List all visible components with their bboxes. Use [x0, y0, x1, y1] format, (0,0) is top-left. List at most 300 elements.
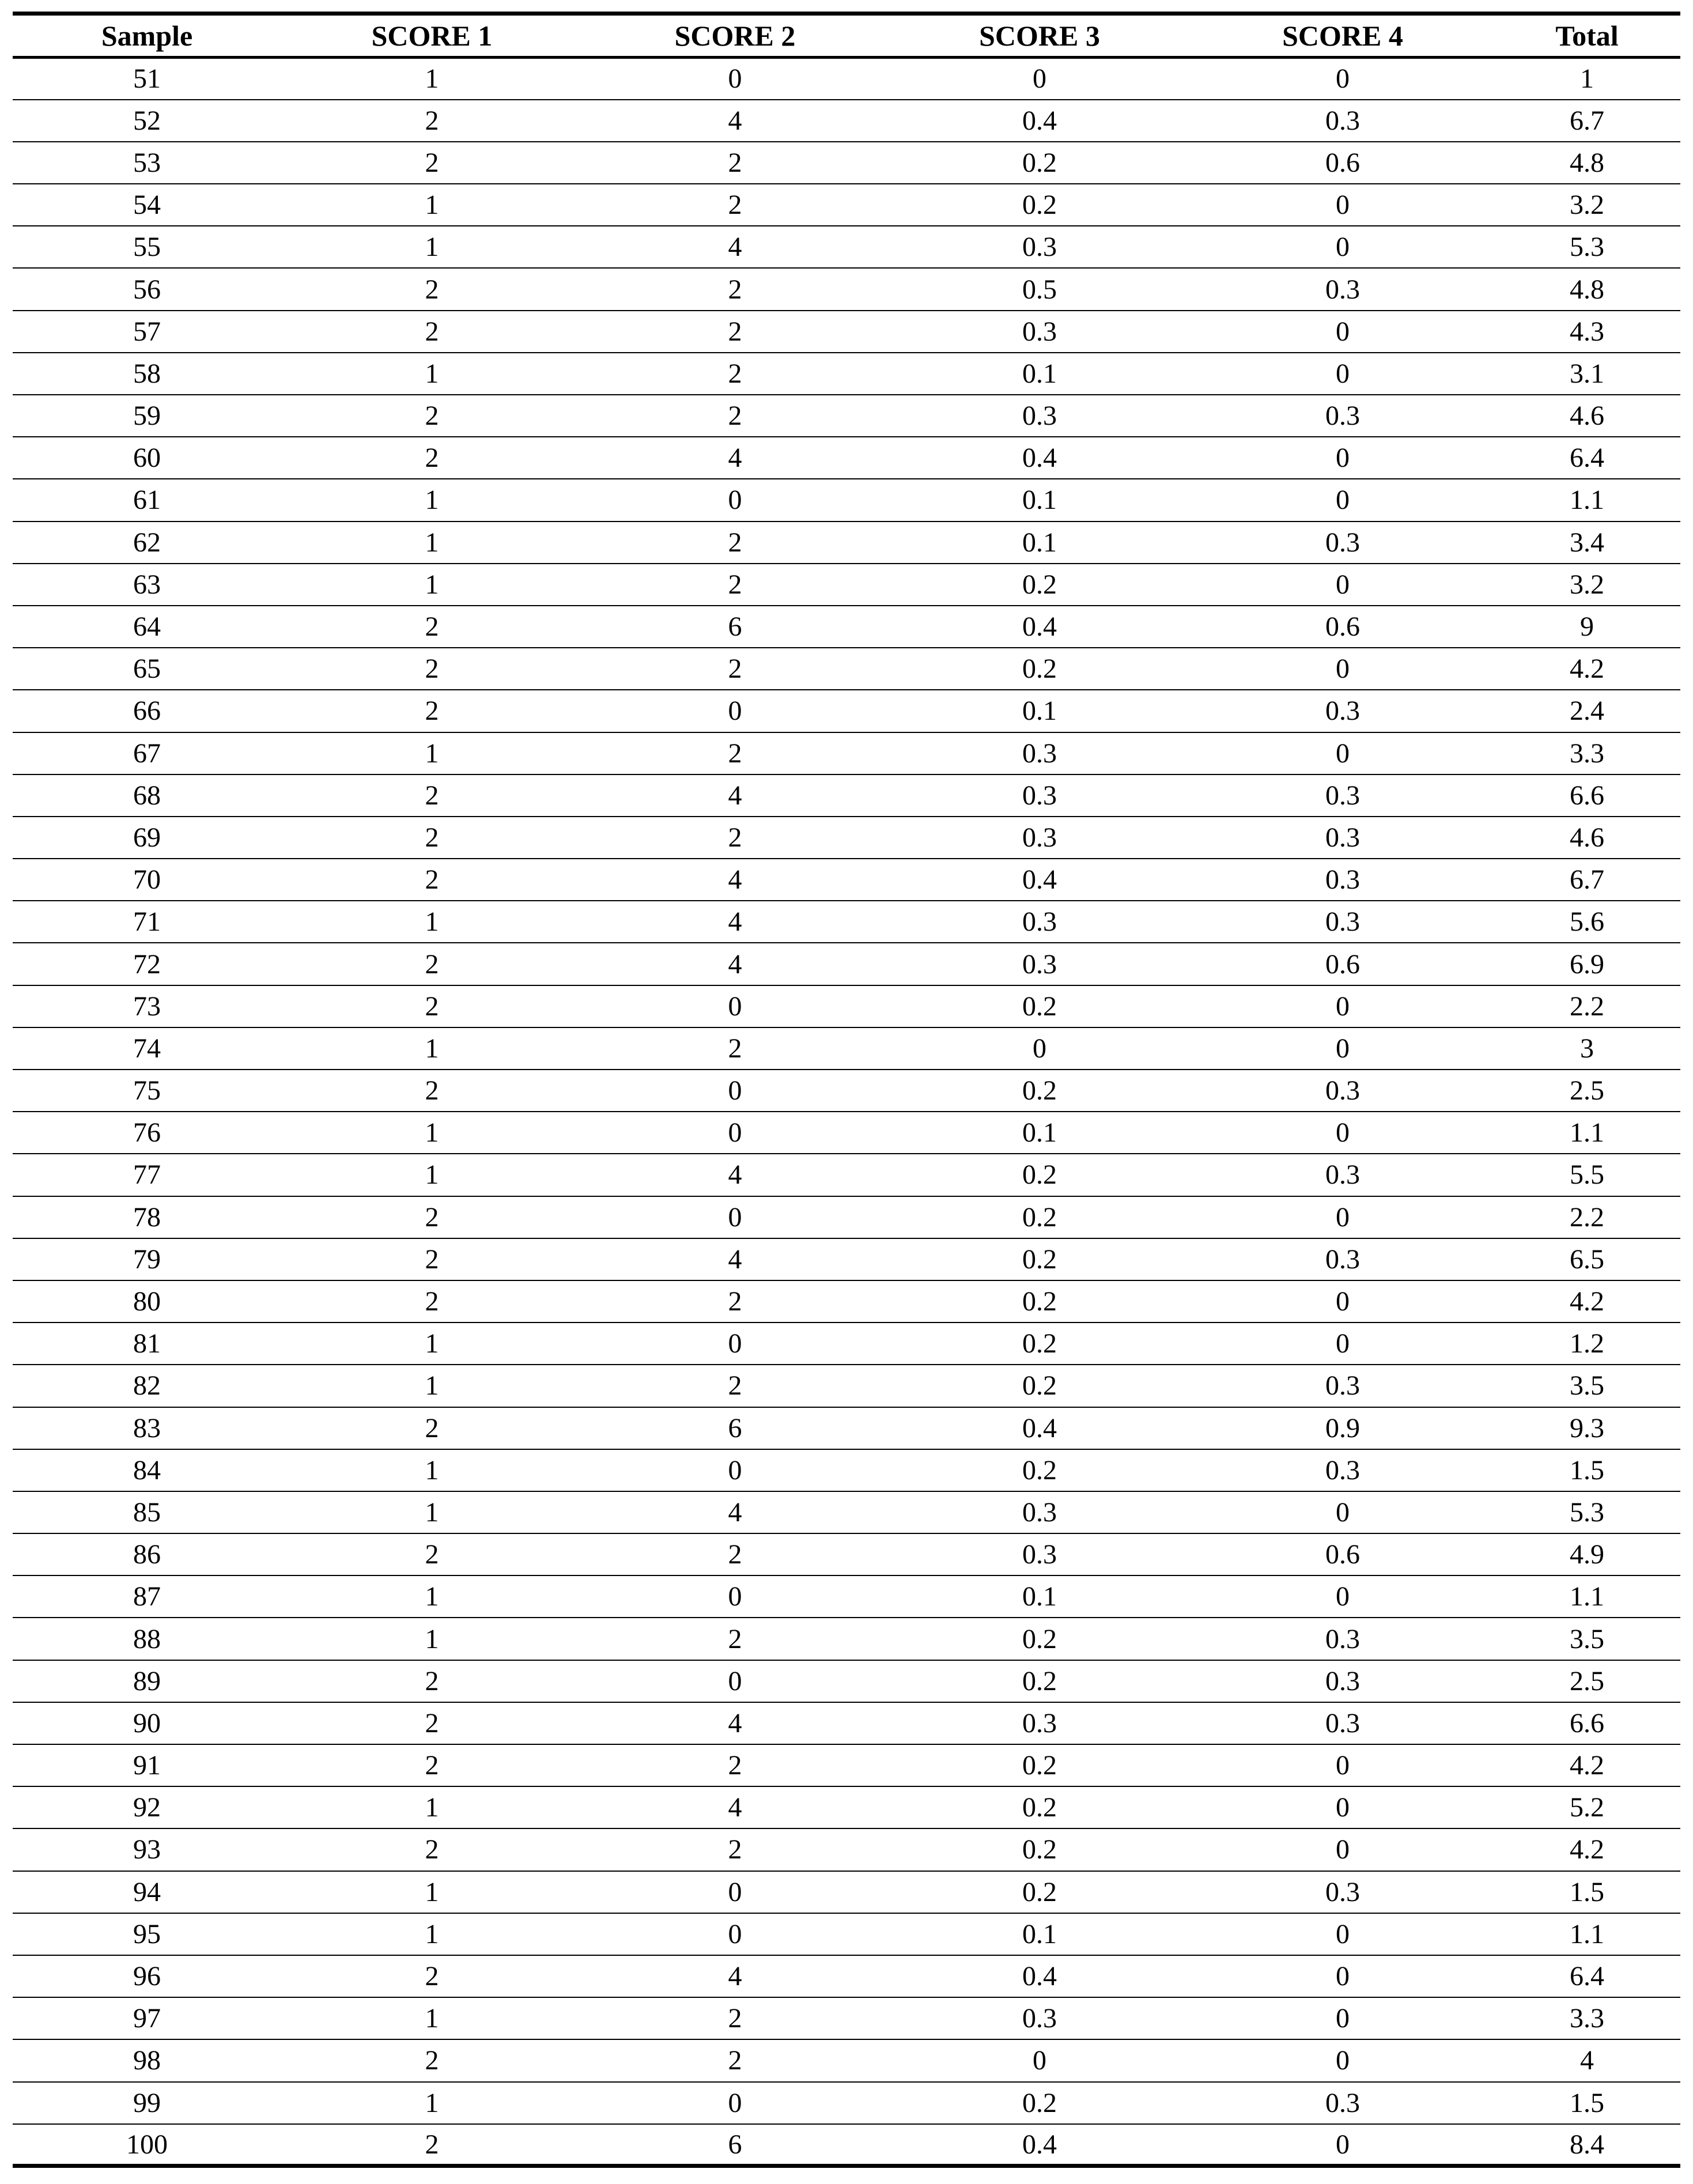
cell-total: 6.9: [1570, 949, 1604, 980]
cell-sample: 81: [133, 1328, 161, 1359]
cell-score-4: 0: [1336, 1792, 1350, 1823]
cell-total: 5.3: [1570, 1497, 1604, 1528]
cell-score-3: 0.2: [1022, 1244, 1057, 1275]
cell-score-4: 0: [1336, 2129, 1350, 2160]
cell-score-1: 1: [425, 2087, 439, 2118]
cell-score-1: 2: [425, 696, 439, 727]
cell-score-1: 2: [425, 1665, 439, 1696]
cell-score-3: 0.2: [1022, 1454, 1057, 1486]
cell-score-1: 1: [425, 232, 439, 263]
cell-score-3: 0.2: [1022, 1876, 1057, 1907]
cell-total: 4.2: [1570, 653, 1604, 685]
cell-score-2: 0: [728, 63, 742, 95]
cell-sample: 90: [133, 1707, 161, 1739]
cell-score-4: 0: [1336, 653, 1350, 685]
cell-score-1: 1: [425, 1792, 439, 1823]
cell-score-4: 0: [1336, 1581, 1350, 1612]
cell-score-2: 0: [728, 485, 742, 516]
cell-score-4: 0: [1336, 1918, 1350, 1949]
cell-score-1: 2: [425, 1707, 439, 1739]
cell-sample: 62: [133, 527, 161, 558]
table-row: [13, 1027, 1680, 1070]
cell-score-2: 0: [728, 1117, 742, 1148]
cell-total: 2.2: [1570, 991, 1604, 1022]
table-row: [13, 1196, 1680, 1238]
cell-sample: 97: [133, 2003, 161, 2034]
cell-total: 6.6: [1570, 1707, 1604, 1739]
cell-score-1: 2: [425, 316, 439, 347]
cell-score-4: 0: [1336, 485, 1350, 516]
cell-total: 2.2: [1570, 1201, 1604, 1233]
cell-score-4: 0: [1336, 1033, 1350, 1064]
cell-score-1: 1: [425, 358, 439, 389]
table-row: [13, 58, 1680, 100]
cell-score-3: 0.2: [1022, 1665, 1057, 1696]
cell-score-1: 2: [425, 1075, 439, 1106]
cell-score-2: 4: [728, 105, 742, 136]
cell-score-1: 2: [425, 443, 439, 474]
cell-sample: 58: [133, 358, 161, 389]
header-score-3: SCORE 3: [979, 20, 1100, 52]
table-row: [13, 184, 1680, 226]
cell-sample: 52: [133, 105, 161, 136]
cell-sample: 73: [133, 991, 161, 1022]
cell-score-1: 2: [425, 949, 439, 980]
cell-score-1: 2: [425, 400, 439, 432]
cell-total: 4.9: [1570, 1539, 1604, 1570]
cell-sample: 82: [133, 1370, 161, 1401]
cell-total: 1.5: [1570, 1876, 1604, 1907]
cell-total: 2.5: [1570, 1665, 1604, 1696]
table-row: [13, 1449, 1680, 1491]
cell-sample: 99: [133, 2087, 161, 2118]
cell-total: 4.2: [1570, 1834, 1604, 1865]
cell-score-4: 0: [1336, 358, 1350, 389]
cell-score-2: 4: [728, 906, 742, 938]
cell-sample: 84: [133, 1454, 161, 1486]
cell-sample: 93: [133, 1834, 161, 1865]
cell-total: 1.5: [1570, 2087, 1604, 2118]
cell-sample: 88: [133, 1623, 161, 1654]
cell-score-2: 0: [728, 1876, 742, 1907]
table-row: [13, 606, 1680, 648]
table-row: [13, 268, 1680, 310]
table-row: [13, 1786, 1680, 1828]
cell-score-2: 2: [728, 358, 742, 389]
cell-score-4: 0: [1336, 1117, 1350, 1148]
cell-score-3: 0.3: [1022, 1539, 1057, 1570]
cell-score-2: 2: [728, 569, 742, 600]
cell-sample: 69: [133, 822, 161, 853]
table-row: [13, 1112, 1680, 1154]
cell-total: 5.3: [1570, 232, 1604, 263]
cell-score-1: 1: [425, 63, 439, 95]
cell-score-1: 1: [425, 1876, 439, 1907]
cell-score-2: 0: [728, 1665, 742, 1696]
cell-sample: 89: [133, 1665, 161, 1696]
cell-total: 3.1: [1570, 358, 1604, 389]
cell-total: 4.6: [1570, 822, 1604, 853]
cell-sample: 78: [133, 1201, 161, 1233]
cell-score-3: 0.1: [1022, 527, 1057, 558]
table-row: [13, 395, 1680, 437]
cell-total: 2.5: [1570, 1075, 1604, 1106]
table-row: [13, 1238, 1680, 1280]
cell-score-2: 4: [728, 1497, 742, 1528]
cell-score-1: 2: [425, 611, 439, 643]
cell-score-4: 0.3: [1325, 1075, 1360, 1106]
cell-score-4: 0: [1336, 1328, 1350, 1359]
table-row: [13, 142, 1680, 184]
cell-score-3: 0.1: [1022, 1117, 1057, 1148]
cell-total: 1.1: [1570, 1581, 1604, 1612]
cell-total: 1.1: [1570, 1117, 1604, 1148]
table-row: [13, 1744, 1680, 1786]
cell-total: 1.1: [1570, 485, 1604, 516]
cell-total: 4.3: [1570, 316, 1604, 347]
cell-score-2: 2: [728, 527, 742, 558]
cell-score-4: 0: [1336, 443, 1350, 474]
cell-score-4: 0.3: [1325, 1665, 1360, 1696]
cell-total: 4.8: [1570, 274, 1604, 305]
cell-sample: 68: [133, 780, 161, 811]
cell-sample: 77: [133, 1159, 161, 1191]
cell-score-3: 0.4: [1022, 105, 1057, 136]
cell-score-3: 0.3: [1022, 1497, 1057, 1528]
cell-sample: 100: [126, 2129, 168, 2160]
cell-score-2: 0: [728, 1075, 742, 1106]
cell-total: 3.2: [1570, 569, 1604, 600]
cell-total: 3.4: [1570, 527, 1604, 558]
cell-score-4: 0.6: [1325, 1539, 1360, 1570]
cell-score-3: 0.2: [1022, 1623, 1057, 1654]
cell-score-3: 0.2: [1022, 190, 1057, 221]
cell-score-1: 2: [425, 1539, 439, 1570]
cell-score-1: 1: [425, 527, 439, 558]
cell-score-1: 2: [425, 1750, 439, 1781]
cell-score-3: 0.2: [1022, 1286, 1057, 1317]
table-row: [13, 2039, 1680, 2081]
cell-sample: 80: [133, 1286, 161, 1317]
cell-total: 1.2: [1570, 1328, 1604, 1359]
header-score-2: SCORE 2: [674, 20, 796, 52]
cell-sample: 92: [133, 1792, 161, 1823]
cell-score-1: 2: [425, 780, 439, 811]
cell-score-2: 2: [728, 1033, 742, 1064]
cell-score-2: 0: [728, 1454, 742, 1486]
cell-score-2: 0: [728, 1581, 742, 1612]
cell-score-3: 0.2: [1022, 1834, 1057, 1865]
cell-score-2: 0: [728, 2087, 742, 2118]
cell-score-1: 2: [425, 1244, 439, 1275]
table-row: [13, 100, 1680, 142]
table-row: [13, 353, 1680, 395]
cell-sample: 56: [133, 274, 161, 305]
cell-score-1: 1: [425, 1623, 439, 1654]
cell-sample: 53: [133, 147, 161, 178]
table-header: [13, 14, 1680, 58]
table-row: [13, 1913, 1680, 1955]
cell-score-1: 1: [425, 1117, 439, 1148]
cell-score-3: 0.4: [1022, 1412, 1057, 1444]
cell-score-1: 2: [425, 1412, 439, 1444]
cell-total: 2.4: [1570, 696, 1604, 727]
cell-score-1: 1: [425, 569, 439, 600]
cell-sample: 72: [133, 949, 161, 980]
header-score-1: SCORE 1: [371, 20, 493, 52]
cell-score-1: 1: [425, 1033, 439, 1064]
table-row: [13, 1070, 1680, 1112]
cell-sample: 67: [133, 738, 161, 769]
cell-score-4: 0: [1336, 232, 1350, 263]
cell-score-4: 0: [1336, 1201, 1350, 1233]
cell-score-3: 0.2: [1022, 147, 1057, 178]
cell-score-3: 0.3: [1022, 949, 1057, 980]
cell-sample: 71: [133, 906, 161, 938]
cell-score-3: 0.2: [1022, 569, 1057, 600]
cell-score-2: 4: [728, 780, 742, 811]
cell-score-2: 2: [728, 653, 742, 685]
cell-score-2: 2: [728, 274, 742, 305]
cell-total: 1.1: [1570, 1918, 1604, 1949]
cell-score-2: 2: [728, 1286, 742, 1317]
cell-score-3: 0.2: [1022, 1370, 1057, 1401]
cell-total: 1.5: [1570, 1454, 1604, 1486]
cell-score-3: 0.2: [1022, 1201, 1057, 1233]
table-row: [13, 1575, 1680, 1618]
cell-total: 5.2: [1570, 1792, 1604, 1823]
cell-score-1: 1: [425, 1918, 439, 1949]
cell-score-4: 0: [1336, 569, 1350, 600]
cell-score-3: 0.2: [1022, 653, 1057, 685]
cell-score-2: 2: [728, 1623, 742, 1654]
cell-score-2: 6: [728, 1412, 742, 1444]
cell-score-2: 0: [728, 1918, 742, 1949]
cell-total: 3.3: [1570, 2003, 1604, 2034]
cell-score-1: 2: [425, 991, 439, 1022]
cell-sample: 60: [133, 443, 161, 474]
table-row: [13, 943, 1680, 985]
cell-score-4: 0.3: [1325, 105, 1360, 136]
cell-score-3: 0.3: [1022, 316, 1057, 347]
cell-score-3: 0.1: [1022, 1918, 1057, 1949]
cell-score-4: 0.9: [1325, 1412, 1360, 1444]
cell-total: 6.4: [1570, 443, 1604, 474]
cell-sample: 85: [133, 1497, 161, 1528]
cell-score-3: 0.3: [1022, 2003, 1057, 2034]
cell-score-3: 0.3: [1022, 906, 1057, 938]
cell-score-4: 0: [1336, 1497, 1350, 1528]
cell-score-3: 0.4: [1022, 611, 1057, 643]
cell-sample: 83: [133, 1412, 161, 1444]
cell-score-2: 2: [728, 190, 742, 221]
cell-score-4: 0: [1336, 2045, 1350, 2076]
cell-total: 9: [1580, 611, 1594, 643]
cell-score-2: 4: [728, 1159, 742, 1191]
cell-score-2: 2: [728, 2045, 742, 2076]
cell-score-3: 0.3: [1022, 822, 1057, 853]
table-row: [13, 2082, 1680, 2124]
cell-score-2: 0: [728, 991, 742, 1022]
cell-score-3: 0.2: [1022, 1328, 1057, 1359]
table-row: [13, 817, 1680, 859]
cell-total: 4.8: [1570, 147, 1604, 178]
cell-score-4: 0: [1336, 991, 1350, 1022]
cell-score-4: 0.3: [1325, 1876, 1360, 1907]
table-row: [13, 1955, 1680, 1997]
table-row: [13, 1280, 1680, 1323]
cell-score-2: 0: [728, 1201, 742, 1233]
cell-score-3: 0: [1033, 2045, 1046, 2076]
cell-score-2: 6: [728, 611, 742, 643]
cell-total: 6.7: [1570, 864, 1604, 895]
cell-score-4: 0.3: [1325, 2087, 1360, 2118]
cell-score-3: 0.4: [1022, 443, 1057, 474]
table-body: [13, 58, 1680, 2166]
cell-score-1: 1: [425, 1581, 439, 1612]
cell-score-4: 0: [1336, 1750, 1350, 1781]
cell-score-2: 0: [728, 696, 742, 727]
header-sample: Sample: [101, 20, 193, 52]
table-row: [13, 522, 1680, 564]
cell-score-1: 1: [425, 1370, 439, 1401]
cell-score-3: 0.2: [1022, 1792, 1057, 1823]
cell-sample: 94: [133, 1876, 161, 1907]
cell-score-1: 1: [425, 1497, 439, 1528]
cell-score-2: 4: [728, 443, 742, 474]
header-total: Total: [1555, 20, 1619, 52]
cell-score-4: 0.3: [1325, 1370, 1360, 1401]
cell-score-4: 0.3: [1325, 527, 1360, 558]
cell-score-3: 0.4: [1022, 2129, 1057, 2160]
table-row: [13, 859, 1680, 901]
cell-score-3: 0.2: [1022, 2087, 1057, 2118]
cell-score-3: 0.3: [1022, 780, 1057, 811]
cell-sample: 91: [133, 1750, 161, 1781]
table-row: [13, 1660, 1680, 1702]
cell-score-2: 2: [728, 2003, 742, 2034]
cell-score-1: 1: [425, 906, 439, 938]
cell-sample: 95: [133, 1918, 161, 1949]
table-row: [13, 732, 1680, 774]
cell-score-1: 1: [425, 1328, 439, 1359]
table-row: [13, 1323, 1680, 1365]
cell-score-1: 1: [425, 738, 439, 769]
cell-sample: 57: [133, 316, 161, 347]
cell-score-2: 4: [728, 949, 742, 980]
cell-score-3: 0.1: [1022, 696, 1057, 727]
cell-score-3: 0: [1033, 1033, 1046, 1064]
cell-total: 3.5: [1570, 1623, 1604, 1654]
table-row: [13, 1365, 1680, 1407]
table-row: [13, 985, 1680, 1027]
cell-score-4: 0: [1336, 190, 1350, 221]
cell-score-4: 0.3: [1325, 1623, 1360, 1654]
table-row: [13, 437, 1680, 479]
cell-sample: 63: [133, 569, 161, 600]
cell-score-1: 1: [425, 485, 439, 516]
cell-score-3: 0.5: [1022, 274, 1057, 305]
cell-score-2: 2: [728, 316, 742, 347]
cell-score-3: 0.3: [1022, 738, 1057, 769]
cell-score-2: 2: [728, 147, 742, 178]
cell-score-1: 2: [425, 1286, 439, 1317]
cell-sample: 96: [133, 1961, 161, 1992]
cell-score-1: 1: [425, 190, 439, 221]
header-score-4: SCORE 4: [1282, 20, 1403, 52]
cell-score-3: 0.2: [1022, 1750, 1057, 1781]
cell-score-3: 0.2: [1022, 1075, 1057, 1106]
cell-sample: 61: [133, 485, 161, 516]
cell-total: 6.4: [1570, 1961, 1604, 1992]
cell-score-1: 2: [425, 864, 439, 895]
cell-total: 4.6: [1570, 400, 1604, 432]
cell-score-4: 0.3: [1325, 906, 1360, 938]
cell-sample: 75: [133, 1075, 161, 1106]
table-row: [13, 1871, 1680, 1913]
table-row: [13, 1828, 1680, 1871]
cell-score-2: 6: [728, 2129, 742, 2160]
table-row: [13, 1154, 1680, 1196]
cell-score-4: 0.3: [1325, 1159, 1360, 1191]
cell-score-2: 4: [728, 1961, 742, 1992]
cell-score-4: 0: [1336, 316, 1350, 347]
cell-score-4: 0: [1336, 2003, 1350, 2034]
cell-sample: 55: [133, 232, 161, 263]
cell-score-3: 0.1: [1022, 1581, 1057, 1612]
cell-total: 4: [1580, 2045, 1594, 2076]
cell-score-2: 4: [728, 1707, 742, 1739]
cell-score-2: 4: [728, 1244, 742, 1275]
cell-score-4: 0.3: [1325, 1244, 1360, 1275]
cell-score-4: 0: [1336, 738, 1350, 769]
cell-score-2: 2: [728, 1750, 742, 1781]
cell-score-1: 2: [425, 1961, 439, 1992]
cell-score-3: 0: [1033, 63, 1046, 95]
cell-score-3: 0.4: [1022, 864, 1057, 895]
cell-sample: 54: [133, 190, 161, 221]
cell-score-2: 0: [728, 1328, 742, 1359]
cell-total: 8.4: [1570, 2129, 1604, 2160]
table-row: [13, 1702, 1680, 1744]
cell-score-1: 2: [425, 2045, 439, 2076]
cell-score-2: 4: [728, 232, 742, 263]
cell-score-3: 0.4: [1022, 1961, 1057, 1992]
table-row: [13, 648, 1680, 690]
cell-score-3: 0.3: [1022, 1707, 1057, 1739]
cell-total: 3: [1580, 1033, 1594, 1064]
cell-score-1: 2: [425, 147, 439, 178]
cell-score-2: 2: [728, 1539, 742, 1570]
cell-total: 5.6: [1570, 906, 1604, 938]
cell-sample: 98: [133, 2045, 161, 2076]
cell-total: 3.5: [1570, 1370, 1604, 1401]
cell-score-4: 0: [1336, 1834, 1350, 1865]
cell-total: 3.2: [1570, 190, 1604, 221]
cell-score-2: 4: [728, 864, 742, 895]
cell-score-4: 0.3: [1325, 696, 1360, 727]
cell-sample: 86: [133, 1539, 161, 1570]
table-row: [13, 1618, 1680, 1660]
cell-score-2: 2: [728, 400, 742, 432]
cell-sample: 87: [133, 1581, 161, 1612]
table-row: [13, 311, 1680, 353]
cell-score-4: 0.3: [1325, 274, 1360, 305]
cell-score-3: 0.1: [1022, 485, 1057, 516]
cell-score-4: 0.6: [1325, 949, 1360, 980]
cell-score-2: 2: [728, 738, 742, 769]
cell-sample: 65: [133, 653, 161, 685]
